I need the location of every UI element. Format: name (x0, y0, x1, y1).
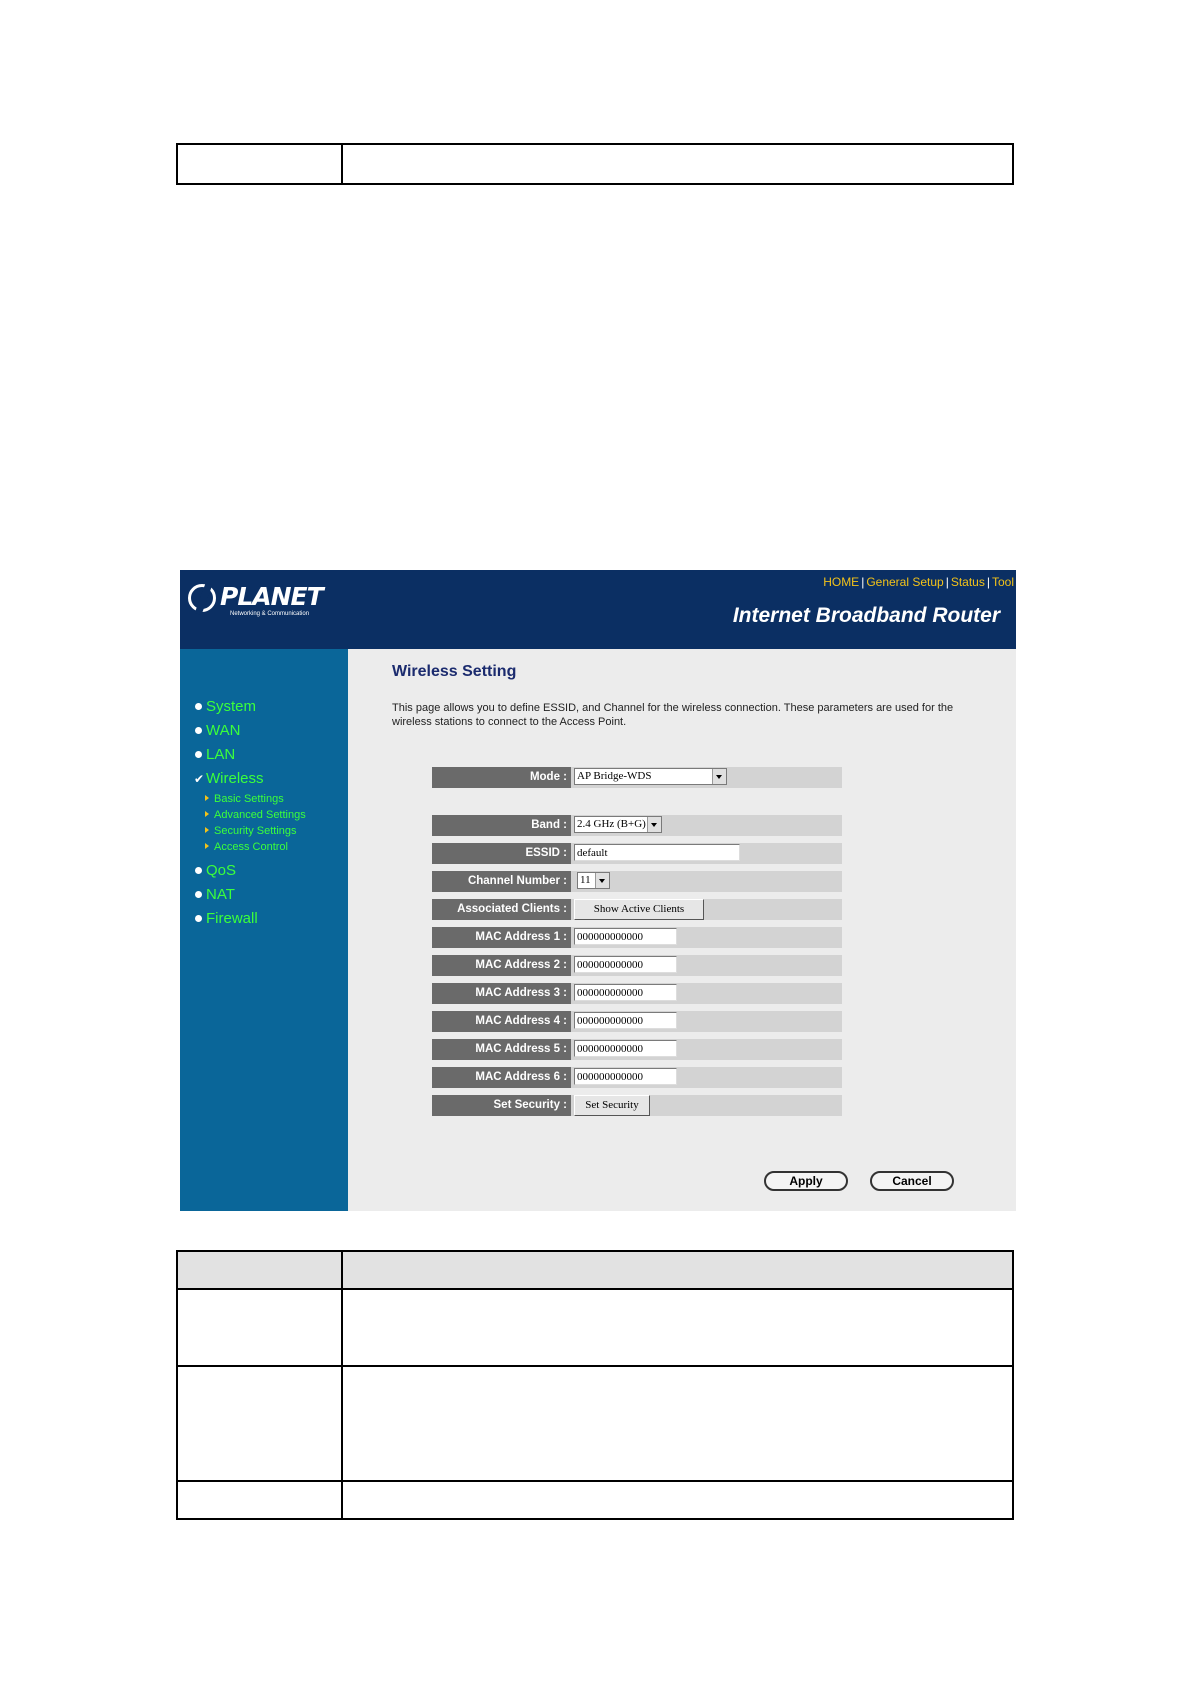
checkmark-icon: ✔ (194, 772, 205, 786)
form-row-mac-address-5 (432, 1039, 842, 1060)
apply-button[interactable]: Apply (764, 1171, 848, 1191)
page-description: This page allows you to define ESSID, and Channel for the wireless connection. These parameters are used for the wireless stations to connect to the Access Point. (392, 702, 954, 728)
planet-logo (188, 582, 323, 622)
sidebar-subitem-advanced-settings[interactable]: Advanced Settings (204, 807, 306, 823)
table-header-cell (177, 1251, 342, 1289)
mac-address-2-input[interactable]: 000000000000 (574, 956, 677, 973)
sidebar-item-lan[interactable]: LAN (194, 743, 306, 767)
bullet-icon (195, 727, 202, 734)
sidebar-item-system[interactable]: System (194, 695, 306, 719)
mac-address-6-label: MAC Address 6 : (432, 1067, 571, 1088)
mac-address-4-label: MAC Address 4 : (432, 1011, 571, 1032)
mode-label: Mode : (432, 767, 571, 788)
sidebar-subitem-basic-settings[interactable]: Basic Settings (204, 791, 306, 807)
sidebar-item-nat[interactable]: NAT (194, 883, 306, 907)
table-cell (177, 1481, 342, 1519)
table-header-cell (342, 1251, 1013, 1289)
set-security-label: Set Security : (432, 1095, 571, 1116)
table-cell (177, 1366, 342, 1481)
main-content (348, 649, 1016, 1211)
table-cell (177, 144, 342, 184)
form-row-mac-address-6 (432, 1067, 842, 1088)
wireless-submenu (194, 791, 306, 859)
band-select[interactable]: 2.4 GHz (B+G) (574, 816, 662, 833)
bullet-icon (195, 915, 202, 922)
nav-status-link[interactable]: Status (950, 575, 985, 589)
form-row-mac-address-1 (432, 927, 842, 948)
sidebar-subitem-security-settings[interactable]: Security Settings (204, 823, 306, 839)
form-row-mac-address-4 (432, 1011, 842, 1032)
form-row-mac-address-2 (432, 955, 842, 976)
table-cell (342, 1289, 1013, 1366)
set-security-button[interactable]: Set Security (574, 1095, 650, 1116)
form-row-mode (432, 767, 842, 788)
show-active-clients-button[interactable]: Show Active Clients (574, 899, 704, 920)
nav-tool-link[interactable]: Tool (991, 575, 1014, 589)
product-title: Internet Broadband Router (732, 604, 1000, 627)
nav-general-setup-link[interactable]: General Setup (866, 575, 944, 589)
associated-clients-label: Associated Clients : (432, 899, 571, 920)
sidebar-subitem-access-control[interactable]: Access Control (204, 839, 306, 855)
sidebar-item-wan[interactable]: WAN (194, 719, 306, 743)
sidebar-item-qos[interactable]: QoS (194, 859, 306, 883)
triangle-right-icon (205, 795, 209, 801)
mac-address-4-input[interactable]: 000000000000 (574, 1012, 677, 1029)
sidebar-menu (194, 695, 306, 931)
form-row-channel (432, 871, 842, 892)
triangle-right-icon (205, 843, 209, 849)
bullet-icon (195, 891, 202, 898)
channel-number-select[interactable]: 11 (577, 872, 610, 889)
form-row-associated-clients (432, 899, 842, 920)
mac-address-5-input[interactable]: 000000000000 (574, 1040, 677, 1057)
sidebar-item-wireless[interactable]: ✔ Wireless (194, 767, 306, 791)
mode-select[interactable]: AP Bridge-WDS (574, 768, 727, 785)
essid-label: ESSID : (432, 843, 571, 864)
cancel-button[interactable]: Cancel (870, 1171, 954, 1191)
mac-address-3-label: MAC Address 3 : (432, 983, 571, 1004)
essid-input[interactable]: default (574, 844, 740, 861)
table-cell (342, 1366, 1013, 1481)
mac-address-1-input[interactable]: 000000000000 (574, 928, 677, 945)
mac-address-6-input[interactable]: 000000000000 (574, 1068, 677, 1085)
form-row-essid (432, 843, 842, 864)
bullet-icon (195, 751, 202, 758)
table-cell (177, 1289, 342, 1366)
nav-home-link[interactable]: HOME (823, 575, 860, 589)
form-row-mac-address-3 (432, 983, 842, 1004)
bullet-icon (195, 867, 202, 874)
chevron-down-icon (647, 817, 661, 832)
mac-address-3-input[interactable]: 000000000000 (574, 984, 677, 1001)
channel-number-label: Channel Number : (432, 871, 571, 892)
table-cell (342, 144, 1013, 184)
brand-name: PLANET (220, 582, 323, 611)
router-screenshot (180, 570, 1016, 1211)
brand-tagline: Networking & Communication (230, 611, 310, 617)
band-label: Band : (432, 815, 571, 836)
sidebar (180, 649, 348, 1211)
top-nav (823, 575, 1014, 589)
planet-logo-icon (188, 584, 216, 612)
page-title: Wireless Setting (392, 663, 517, 680)
triangle-right-icon (205, 811, 209, 817)
nav-separator: | (986, 575, 990, 589)
form-row-set-security (432, 1095, 842, 1116)
triangle-right-icon (205, 827, 209, 833)
mac-address-1-label: MAC Address 1 : (432, 927, 571, 948)
bullet-icon (195, 703, 202, 710)
mac-address-2-label: MAC Address 2 : (432, 955, 571, 976)
nav-separator: | (861, 575, 865, 589)
chevron-down-icon (712, 769, 726, 784)
router-header (180, 570, 1016, 649)
form-row-band (432, 815, 842, 836)
document-table-bottom (176, 1250, 1014, 1520)
sidebar-item-firewall[interactable]: Firewall (194, 907, 306, 931)
table-cell (342, 1481, 1013, 1519)
document-table-top (176, 143, 1014, 185)
nav-separator: | (945, 575, 949, 589)
mac-address-5-label: MAC Address 5 : (432, 1039, 571, 1060)
chevron-down-icon (595, 873, 609, 888)
